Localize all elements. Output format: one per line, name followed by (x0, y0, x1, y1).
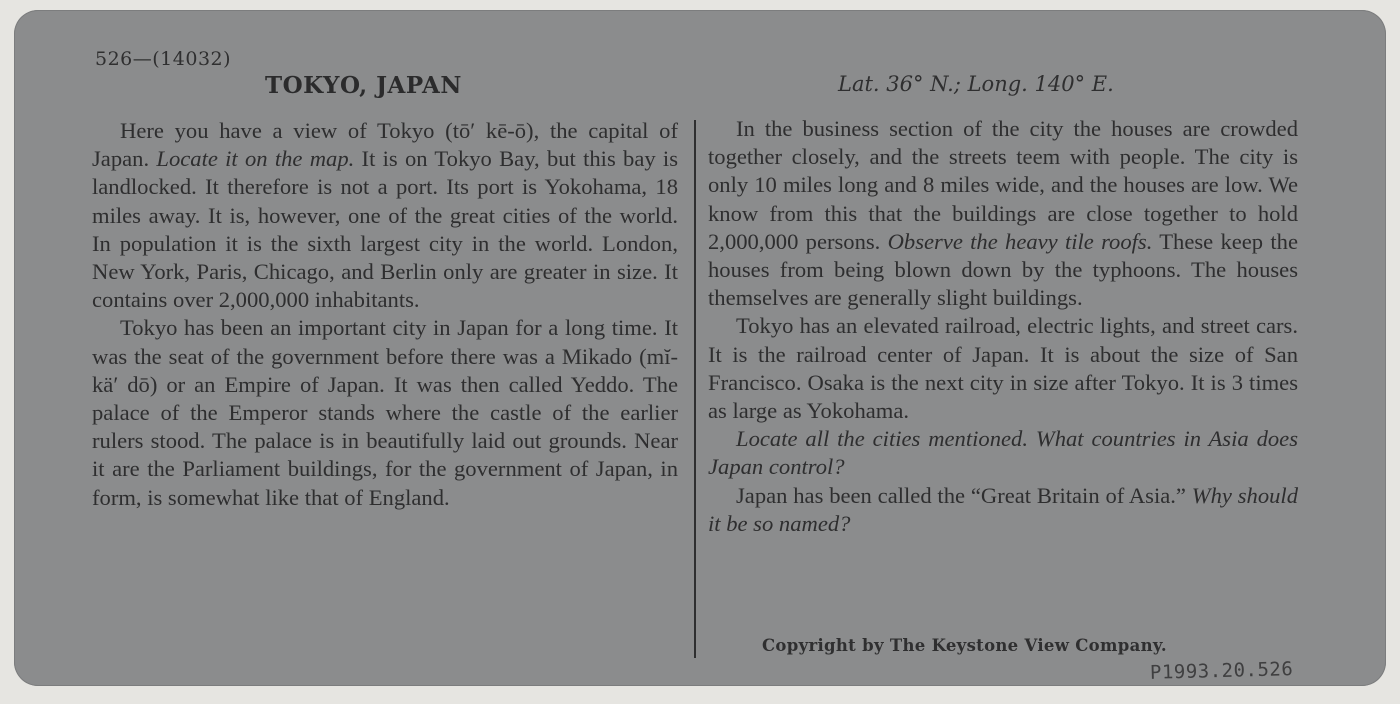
coordinates-heading: Lat. 36° N.; Long. 140° E. (838, 72, 1114, 96)
column-divider (694, 120, 696, 658)
card-reference-number: 526—(14032) (95, 48, 232, 70)
accession-number: P1993.20.526 (1149, 658, 1294, 684)
copyright-notice: Copyright by The Keystone View Company. (762, 636, 1167, 655)
paragraph (92, 117, 678, 314)
paragraph-text: In the business section of the city the houses are crowded together closely, and the streets teem with people. The city is only 10 miles long and 8 miles wide, and the houses are low. We know from this that the buildings are close together to hold 2,000,000 persons. (708, 116, 1298, 254)
right-text-column (708, 115, 1298, 538)
left-text-column (92, 117, 678, 512)
paragraph: Tokyo has been an important city in Japan for a long time. It was the seat of the government before there was a Mikado (mĭ-kä′ dō) or an Empire of Japan. It was then called Yeddo. The palace of the Emperor stands where the castle of the earlier rulers stood. The palace is in beautifully laid out grounds. Near it are the Parliament buildings, for the government of Japan, in form, is somewhat like that of England. (92, 315, 678, 510)
paragraph: Tokyo has an elevated railroad, electric lights, and street cars. It is the railroad center of Japan. It is about the size of San Francisco. Osaka is the next city in size after Tokyo. It is 3 times as large as Yokohama. (708, 313, 1298, 424)
paragraph (708, 425, 1298, 481)
italic-instruction: Why should it be so named? (708, 482, 1298, 536)
paragraph-text: Japan has been called the “Great Britain of Asia.” (736, 482, 1192, 508)
page-title: TOKYO, JAPAN (265, 72, 462, 99)
paragraph-text: It is on Tokyo Bay, but this bay is landlocked. It therefore is not a port. Its port is Yokohama, 18 miles away. It is, however, one of the great cities of the world. In population it is the sixth largest city in the world. London, New York, Paris, Chicago, and Berlin only are greater in size. It contains over 2,000,000 inhabitants. (92, 146, 678, 313)
paragraph (708, 115, 1298, 312)
paragraph-text: Here you have a view of Tokyo (tō′ kē-ō), the capital of Japan. (92, 118, 678, 172)
paragraph (708, 482, 1298, 538)
paragraph-text: These keep the houses from being blown down by the typhoons. The houses themselves are generally slight buildings. (708, 228, 1298, 311)
italic-instruction: Locate it on the map. (156, 146, 355, 172)
italic-instruction: Locate all the cities mentioned. What countries in Asia does Japan control? (708, 426, 1298, 480)
italic-instruction: Observe the heavy tile roofs. (887, 228, 1153, 254)
